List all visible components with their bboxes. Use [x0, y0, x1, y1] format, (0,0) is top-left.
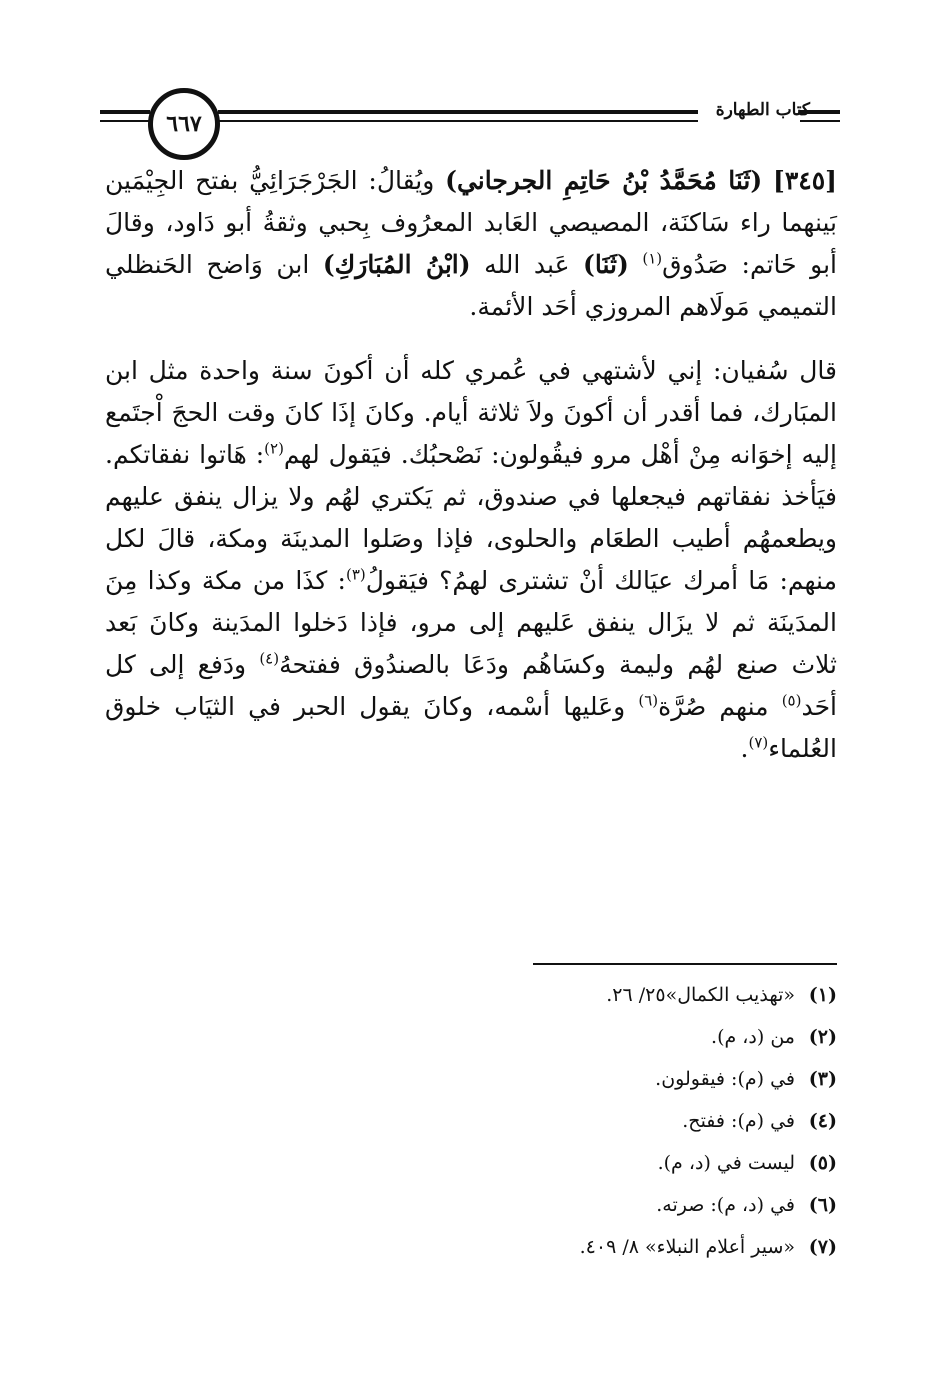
footnote-item [337, 1100, 837, 1142]
footnote-text: من (د، م). [711, 1026, 795, 1048]
footnote-ref-1[interactable]: (١) [642, 249, 663, 268]
footnote-number: (٤) [808, 1110, 837, 1132]
footnote-ref-5[interactable]: (٥) [781, 691, 802, 710]
footnote-number: (٢) [808, 1026, 837, 1048]
narrative-text: قال سُفيان: إني لأشتهي في عُمري كله أن أكونَ سنة واحدة مثل ابن المبَارك، فما أقدر أن أكونَ ولاَ ثلاثة أيام. وكانَ إذَا كانَ وقت الحجَ اْجتَمع إليه إخوَانه مِنْ أهْل مرو فيقُولون: نَصْحبُك. فيَقول لهم [105, 356, 838, 469]
entry-number: [٣٤٥] [773, 166, 837, 195]
footnote-item [337, 1142, 837, 1184]
header-rule-far-right-lower [800, 120, 840, 122]
entry-text: ويُقالُ: الجَرْجَرَائِيُّ بفتح الجِيْمَين بَينهما راء سَاكنَة، المصيصي العَابد المعرُوف بِحبي وثقةُ أبو دَاود، وقالَ أبو حَاتم: صَدُوق [105, 166, 837, 279]
narrative-text: ودَفع إلى كل أحَد [105, 650, 837, 721]
entry-chain-3: (ابْنُ المُبَارَكِ) [322, 250, 471, 279]
footnote-item [337, 1016, 837, 1058]
footnote-item [337, 974, 837, 1016]
footnote-text: ليست في (د، م). [657, 1152, 795, 1174]
header-rule-left-lower [100, 120, 150, 122]
page-header [100, 84, 840, 164]
footnote-ref-2[interactable]: (٢) [264, 439, 284, 458]
footnote-separator [533, 963, 837, 965]
page-number: ٦٦٧ [166, 111, 202, 137]
page-number-circle [148, 88, 220, 160]
entry-chain: (ثَنَا مُحَمَّدُ بْنُ حَاتِمِ الجرجاني) [445, 166, 763, 195]
footnote-text: «سير أعلام النبلاء» ٨/ ٤٠٩. [579, 1236, 795, 1258]
footnote-number: (٥) [808, 1152, 837, 1174]
narrative-text: منهم صُرَّة [658, 692, 769, 721]
footnote-number: (١) [808, 984, 837, 1006]
footnote-text: «تهذيب الكمال»٢٥/ ٢٦. [606, 984, 795, 1006]
entry-text: عَبد الله [484, 250, 570, 279]
footnotes [337, 974, 837, 1268]
footnote-ref-4[interactable]: (٤) [259, 649, 280, 668]
footnote-text: في (د، م): صرته. [656, 1194, 795, 1216]
main-text [105, 160, 837, 792]
paragraph-narrative [105, 350, 837, 770]
header-rule-left [100, 110, 150, 114]
narrative-text: : هَاتوا نفقاتكم. فيَأخذ نفقاتهم فيجعلها في صندوق، ثم يَكتري لهُم ولا يزال ينفق عليهم ويطعمهُم أطيب الطعَام والحلوى، فإذا وصَلوا المدينَة ومكة، قالَ لكل منهم: مَا أمرك عيَالك أنْ تشترى لهمُ؟ فيَقولُ [105, 440, 837, 595]
footnote-ref-6[interactable]: (٦) [638, 691, 659, 710]
footnote-ref-3[interactable]: (٣) [345, 565, 366, 584]
entry-chain-2: (ثَنَا) [583, 250, 629, 279]
footnote-item [337, 1184, 837, 1226]
paragraph-entry [105, 160, 837, 328]
footnote-number: (٣) [808, 1068, 837, 1090]
footnote-number: (٦) [808, 1194, 837, 1216]
footnote-text: في (م): فيقولون. [655, 1068, 795, 1090]
narrative-text: وعَليها أسْمه، وكانَ يقول الحبر في الثيَاب خلوق العُلماء [105, 692, 837, 763]
entry-text: ابن وَاضح الحَنظلي التميمي مَولَاهم المروزي أحَد الأئمة. [105, 250, 837, 321]
footnote-item [337, 1226, 837, 1268]
footnote-ref-7[interactable]: (٧) [748, 733, 769, 752]
header-rule-right [218, 110, 698, 114]
narrative-text: : كذَا من مكة وكذا مِنَ المدَينَة ثم لا يزَال ينفق عَليهم إلى مرو، فإذا دَخلوا المدَينة وكانَ بَعد ثلاث صنع لهُم وليمة وكسَاهُم ودَعَا بالصندُوق ففتحهُ [105, 566, 837, 679]
narrative-text: . [740, 734, 749, 763]
book-title: كتاب الطهارة [715, 100, 810, 120]
footnote-item [337, 1058, 837, 1100]
footnote-text: في (م): ففتح. [682, 1110, 795, 1132]
header-rule-right-lower [218, 120, 698, 122]
footnote-number: (٧) [808, 1236, 837, 1258]
